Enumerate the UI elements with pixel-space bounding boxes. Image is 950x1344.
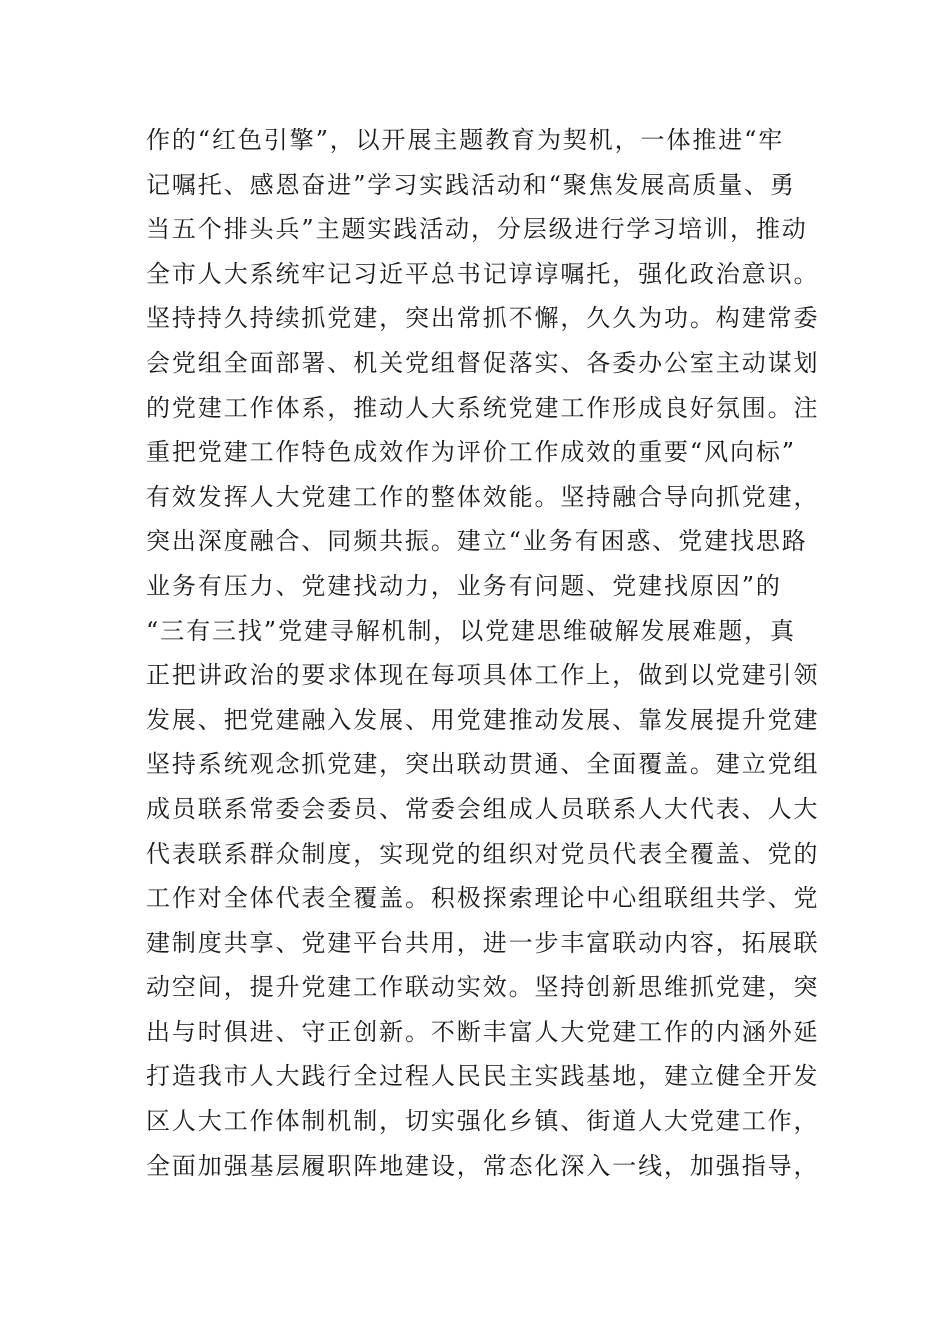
- text-line: 的党建工作体系，推动人大系统党建工作形成良好氛围。注: [146, 393, 820, 422]
- text-line: 坚持持久持续抓党建，突出常抓不懈，久久为功。构建常委: [146, 304, 820, 333]
- text-line: 动空间，提升党建工作联动实效。坚持创新思维抓党建，突: [146, 973, 820, 1002]
- text-line: “三有三找”党建寻解机制，以党建思维破解发展难题，真: [146, 616, 796, 645]
- text-line: 坚持系统观念抓党建，突出联动贯通、全面覆盖。建立党组: [146, 750, 820, 779]
- text-line: 发展、把党建融入发展、用党建推动发展、靠发展提升党建: [146, 705, 820, 734]
- text-line: 工作对全体代表全覆盖。积极探索理论中心组联组共学、党: [146, 884, 820, 913]
- text-line: 记嘱托、感恩奋进”学习实践活动和“聚焦发展高质量、勇: [146, 170, 796, 199]
- text-line: 突出深度融合、同频共振。建立“业务有困惑、党建找思路: [146, 527, 808, 556]
- text-line: 全面加强基层履职阵地建设，常态化深入一线，加强指导，: [146, 1151, 820, 1180]
- text-line: 有效发挥人大党建工作的整体效能。坚持融合导向抓党建，: [146, 482, 820, 511]
- text-line: 正把讲政治的要求体现在每项具体工作上，做到以党建引领: [146, 661, 820, 690]
- text-line: 全市人大系统牢记习近平总书记谆谆嘱托，强化政治意识。: [146, 259, 820, 288]
- text-line: 作的“红色引擎”，以开展主题教育为契机，一体推进“牢: [146, 126, 785, 154]
- text-line: 建制度共享、党建平台共用，进一步丰富联动内容，拓展联: [146, 928, 820, 957]
- text-line: 出与时俱进、守正创新。不断丰富人大党建工作的内涵外延: [146, 1017, 820, 1046]
- text-line: 打造我市人大践行全过程人民民主实践基地，建立健全开发: [146, 1062, 820, 1091]
- text-line: 区人大工作体制机制，切实强化乡镇、街道人大党建工作，: [146, 1107, 820, 1136]
- text-line: 业务有压力、党建找动力，业务有问题、党建找原因”的: [146, 571, 782, 600]
- text-line: 重把党建工作特色成效作为评价工作成效的重要“风向标”: [146, 438, 796, 467]
- text-line: 代表联系群众制度，实现党的组织对党员代表全覆盖、党的: [146, 839, 820, 868]
- body-text: [146, 118, 826, 1188]
- text-line: 会党组全面部署、机关党组督促落实、各委办公室主动谋划: [146, 348, 820, 377]
- text-line: 当五个排头兵”主题实践活动，分层级进行学习培训，推动: [146, 215, 808, 244]
- text-line: 成员联系常委会委员、常委会组成人员联系人大代表、人大: [146, 794, 820, 823]
